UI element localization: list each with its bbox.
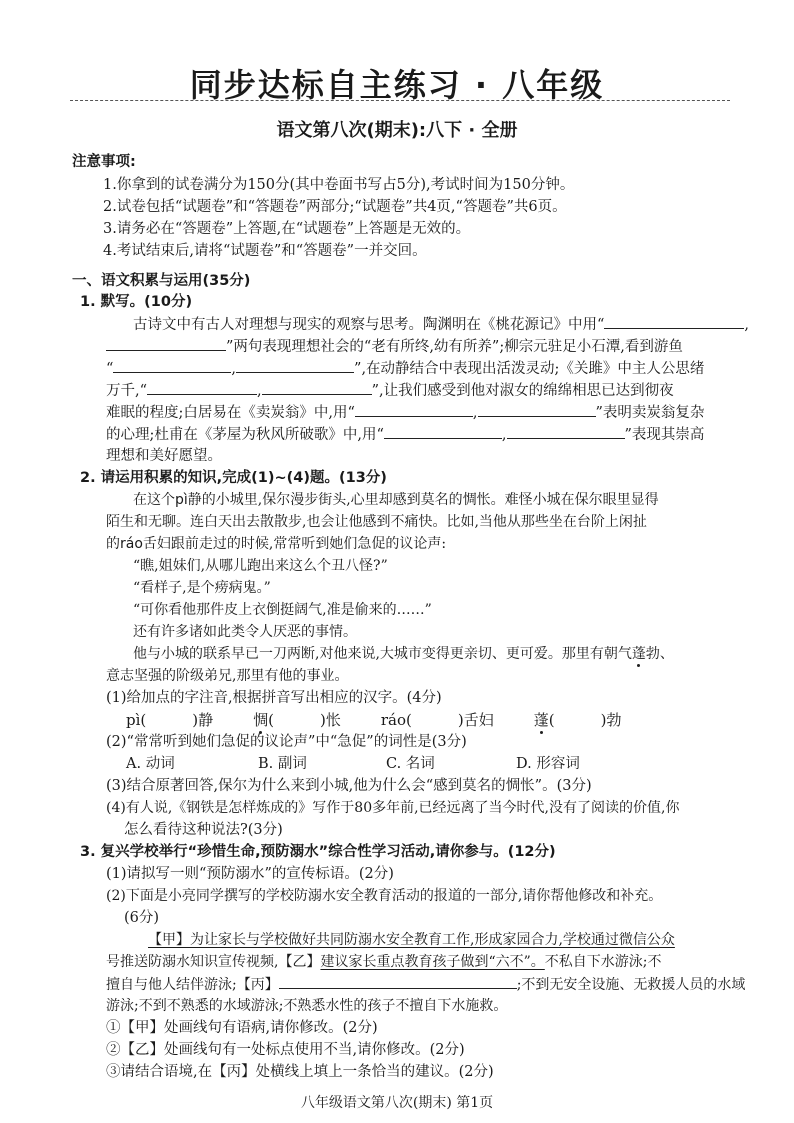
q1-line: 难眠的程度;白居易在《卖炭翁》中,用“ , ”表明卖炭翁复杂 <box>106 402 704 423</box>
title-divider <box>70 100 730 101</box>
q1-line: “ , ”,在动静结合中表现出活泼灵动;《关雎》中主人公思绪 <box>106 358 704 379</box>
sub-question: (2)“常常听到她们急促的议论声”中“急促”的词性是(3分) <box>106 734 467 750</box>
passage-line: 他与小城的联系早已一刀两断,对他来说,大城市变得更亲切、更可爱。那里有朝气蓬勃、 <box>133 646 674 662</box>
answer-blank[interactable] <box>355 402 473 417</box>
answer-blank[interactable] <box>236 358 354 373</box>
passage-line: 意志坚强的阶级弟兄,那里有他的事业。 <box>106 668 349 684</box>
report-line: 擅自与他人结伴游泳;【丙】 ;不到无安全设施、无救援人员的水域 <box>106 974 745 995</box>
answer-blank[interactable] <box>113 358 231 373</box>
sub-question: (6分) <box>124 910 160 926</box>
dialogue-line: “看样子,是个痨病鬼。” <box>133 580 271 596</box>
answer-blank[interactable] <box>507 424 625 439</box>
notice-heading: 注意事项: <box>72 154 136 170</box>
answer-blank[interactable] <box>279 974 517 989</box>
answer-blank[interactable] <box>384 424 502 439</box>
report-line: 游泳;不到不熟悉的水域游泳;不熟悉水性的孩子不擅自下水施救。 <box>106 998 508 1014</box>
question-1-title: 1. 默写。(10分) <box>80 294 193 310</box>
notice-item: 4.考试结束后,请将“试题卷”和“答题卷”一并交回。 <box>103 243 427 259</box>
sub-question: ②【乙】处画线句有一处标点使用不当,请你修改。(2分) <box>106 1042 465 1058</box>
page-subtitle: 语文第八次(期末):八下 · 全册 <box>276 120 518 141</box>
notice-item: 3.请务必在“答题卷”上答题,在“试题卷”上答题是无效的。 <box>103 221 471 237</box>
passage-line: 陌生和无聊。连白天出去散散步,也会让他感到不痛快。比如,当他从那些坐在台阶上闲扯 <box>106 514 647 530</box>
option-b[interactable]: B. 副词 <box>258 756 307 772</box>
sub-question: 怎么看待这种说法?(3分) <box>124 822 283 838</box>
sub-question: (1)给加点的字注音,根据拼音写出相应的汉字。(4分) <box>106 690 442 706</box>
q1-line: ”两句表现理想社会的“老有所终,幼有所养”;柳宗元驻足小石潭,看到游鱼 <box>106 336 683 357</box>
q1-line: 的心理;杜甫在《茅屋为秋风所破歌》中,用“ , ”表现其崇高 <box>106 424 704 445</box>
answer-blank[interactable] <box>604 314 744 329</box>
sub-question: (4)有人说,《钢铁是怎样炼成的》写作于80多年前,已经远离了当今时代,没有了阅读的价值,你 <box>106 800 680 816</box>
report-line: 【甲】为让家长与学校做好共同防溺水安全教育工作,形成家园合力,学校通过微信公众 <box>148 932 675 948</box>
sub-question: ①【甲】处画线句有语病,请你修改。(2分) <box>106 1020 378 1036</box>
dialogue-line: “可你看他那件皮上衣倒挺阔气,准是偷来的……” <box>133 602 432 618</box>
pinyin-row: pì( )静 惆( )怅 ráo( )舌妇 蓬( )勃 <box>126 711 622 729</box>
option-a[interactable]: A. 动词 <box>126 756 175 772</box>
section-heading: 一、语文积累与运用(35分) <box>72 273 251 289</box>
passage-line: 还有许多诸如此类令人厌恶的事情。 <box>133 624 357 640</box>
page-footer: 八年级语文第八次(期末) 第1页 <box>300 1095 494 1111</box>
passage-line: 的ráo舌妇跟前走过的时候,常常听到她们急促的议论声: <box>106 536 447 552</box>
q1-line: 古诗文中有古人对理想与现实的观察与思考。陶渊明在《桃花源记》中用“ , <box>133 314 749 335</box>
option-d[interactable]: D. 形容词 <box>516 756 580 772</box>
answer-blank[interactable] <box>106 336 226 351</box>
q1-line: 万千,“ , ”,让我们感受到他对淑女的绵绵相思已达到彻夜 <box>106 380 674 401</box>
notice-item: 1.你拿到的试卷满分为150分(其中卷面书写占5分),考试时间为150分钟。 <box>103 177 575 193</box>
question-3-title: 3. 复兴学校举行“珍惜生命,预防溺水”综合性学习活动,请你参与。(12分) <box>80 844 556 860</box>
notice-item: 2.试卷包括“试题卷”和“答题卷”两部分;“试题卷”共4页,“答题卷”共6页。 <box>103 199 567 215</box>
q1-line: 理想和美好愿望。 <box>106 448 222 464</box>
passage-line: 在这个pì静的小城里,保尔漫步街头,心里却感到莫名的惆怅。难怪小城在保尔眼里显得 <box>133 492 659 508</box>
page-title: 同步达标自主练习 · 八年级 <box>189 66 605 104</box>
answer-blank[interactable] <box>262 380 372 395</box>
answer-blank[interactable] <box>478 402 596 417</box>
sub-question: (3)结合原著回答,保尔为什么来到小城,他为什么会“感到莫名的惆怅”。(3分) <box>106 778 592 794</box>
answer-blank[interactable] <box>147 380 257 395</box>
report-line: 号推送防溺水知识宣传视频,【乙】建议家长重点教育孩子做到“六不”。不私自下水游泳;不 <box>106 954 662 970</box>
option-c[interactable]: C. 名词 <box>386 756 435 772</box>
sub-question: (1)请拟写一则“预防溺水”的宣传标语。(2分) <box>106 866 394 882</box>
question-2-title: 2. 请运用积累的知识,完成(1)~(4)题。(13分) <box>80 470 387 486</box>
sub-question: ③请结合语境,在【丙】处横线上填上一条恰当的建议。(2分) <box>106 1064 494 1080</box>
sub-question: (2)下面是小亮同学撰写的学校防溺水安全教育活动的报道的一部分,请你帮他修改和补充。 <box>106 888 663 904</box>
dialogue-line: “瞧,姐妹们,从哪儿跑出来这么个丑八怪?” <box>133 558 388 574</box>
